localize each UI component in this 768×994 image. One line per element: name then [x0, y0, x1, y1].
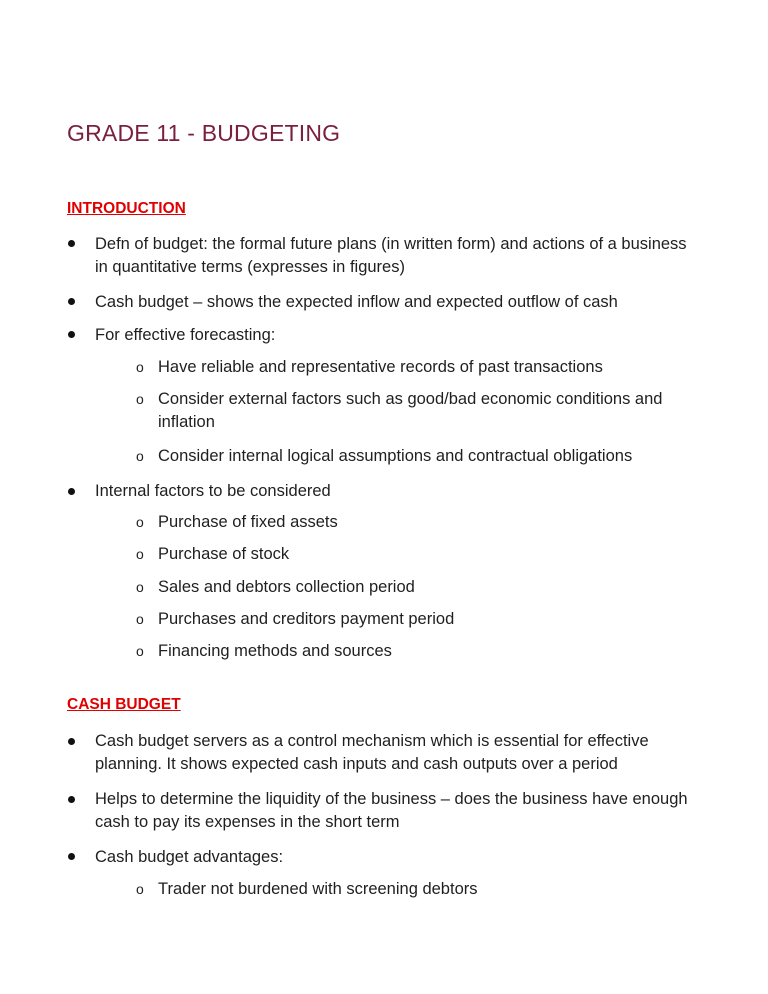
document-title: GRADE 11 - BUDGETING [67, 120, 341, 146]
sub-list-item: Purchase of stock [158, 545, 290, 563]
sub-list-item: Purchase of fixed assets [158, 513, 338, 531]
sub-bullet-icon: o [136, 546, 144, 562]
sub-bullet-icon: o [136, 514, 144, 530]
sub-bullet-icon: o [136, 391, 144, 407]
bullet-icon [68, 331, 75, 338]
section-heading-introduction: INTRODUCTION [67, 200, 186, 217]
sub-bullet-icon: o [136, 611, 144, 627]
sub-list-item: Consider external factors such as good/bad economic conditions and inflation [158, 390, 663, 431]
list-item: Defn of budget: the formal future plans (in written form) and actions of a business in quantitative terms (expresses in figures) [95, 235, 687, 276]
sub-bullet-icon: o [136, 359, 144, 375]
bullet-icon [68, 298, 75, 305]
bullet-icon [68, 796, 75, 803]
sub-bullet-icon: o [136, 643, 144, 659]
list-item: Cash budget servers as a control mechanism which is essential for effective planning. It shows expected cash inputs and cash outputs over a period [95, 732, 649, 773]
sub-list-item: Purchases and creditors payment period [158, 610, 455, 628]
list-item: For effective forecasting: [95, 326, 276, 344]
list-item: Internal factors to be considered [95, 482, 331, 500]
sub-list-item: Consider internal logical assumptions and contractual obligations [158, 447, 633, 465]
sub-bullet-icon: o [136, 881, 144, 897]
list-item: Cash budget – shows the expected inflow and expected outflow of cash [95, 293, 618, 311]
bullet-icon [68, 853, 75, 860]
list-item: Helps to determine the liquidity of the business – does the business have enough cash to pay its expenses in the short term [95, 790, 688, 831]
sub-list-item: Financing methods and sources [158, 642, 392, 660]
sub-list-item: Trader not burdened with screening debtors [158, 880, 478, 898]
section-heading-cash-budget: CASH BUDGET [67, 696, 181, 713]
sub-list-item: Sales and debtors collection period [158, 578, 415, 596]
bullet-icon [68, 240, 75, 247]
sub-bullet-icon: o [136, 448, 144, 464]
sub-list-item: Have reliable and representative records of past transactions [158, 358, 603, 376]
bullet-icon [68, 738, 75, 745]
bullet-icon [68, 488, 75, 495]
list-item: Cash budget advantages: [95, 848, 284, 866]
sub-bullet-icon: o [136, 579, 144, 595]
